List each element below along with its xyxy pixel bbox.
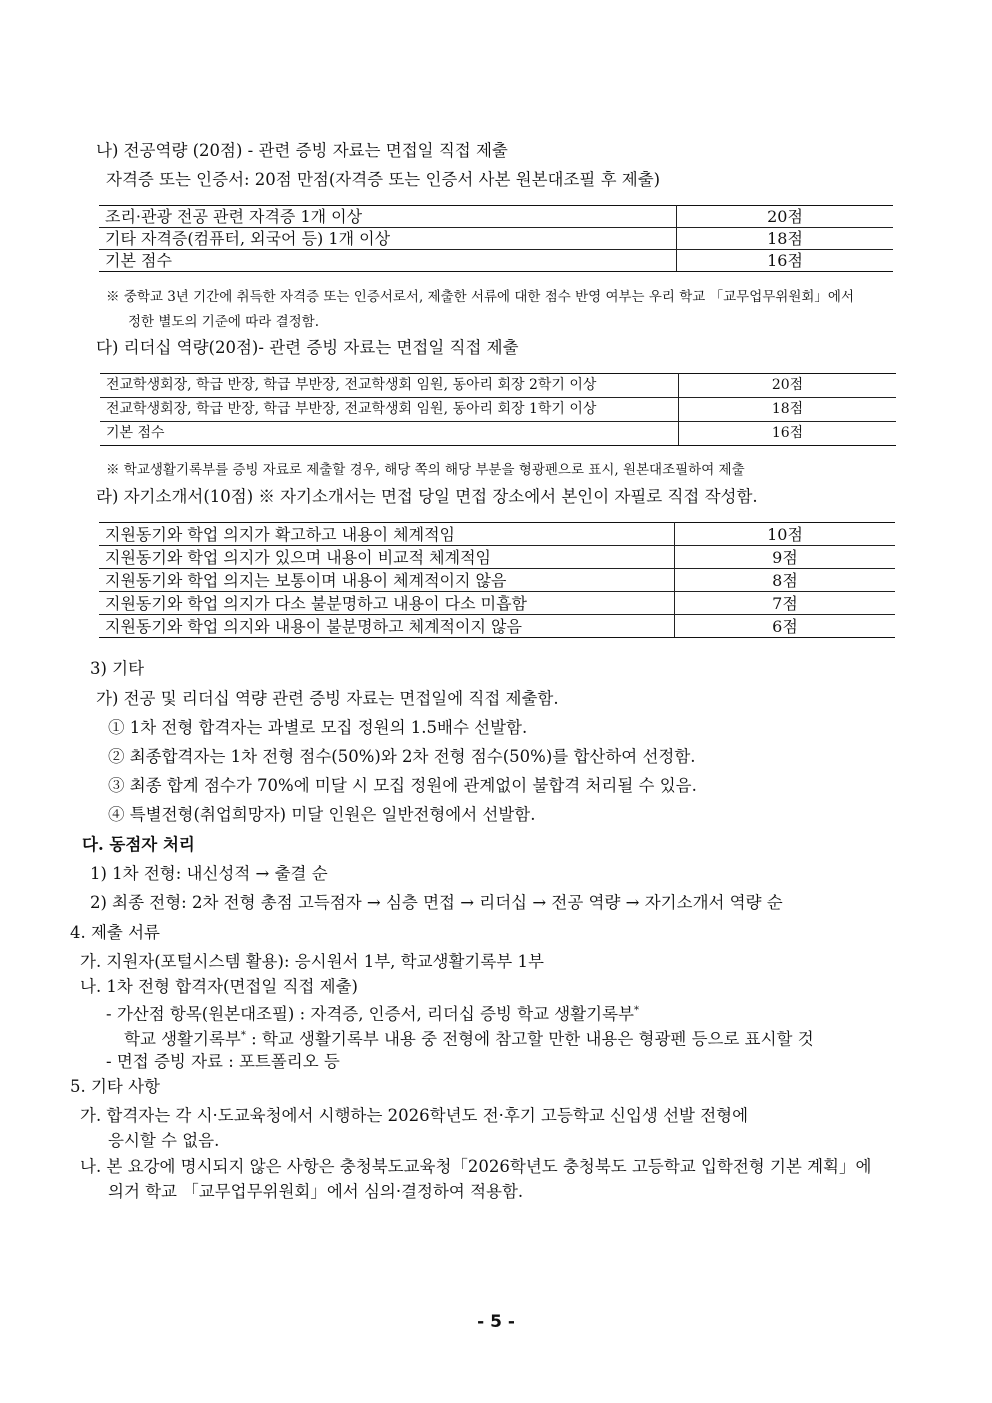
table-cell-score: 20점 — [677, 206, 894, 228]
misc-item-a-line2: 응시할 수 없음. — [108, 1131, 220, 1150]
table-row — [100, 422, 896, 446]
table-row — [99, 523, 895, 546]
table-cell-item: 조리·관광 전공 관련 자격증 1개 이상 — [99, 206, 677, 228]
table-cell-item: 기본 점수 — [99, 250, 677, 272]
table-row — [99, 592, 895, 615]
table-row — [99, 228, 893, 250]
table-row — [100, 374, 896, 398]
table-cell-score: 16점 — [677, 250, 894, 272]
table-cell-score: 8점 — [675, 569, 896, 592]
table-cell-score: 6점 — [675, 615, 896, 638]
table-cell-score: 10점 — [675, 523, 896, 546]
table-row — [99, 250, 893, 272]
leadership-footnote: ※ 학교생활기록부를 증빙 자료로 제출할 경우, 해당 쪽의 해당 부분을 형광펜으로 표시, 원본대조필하여 제출 — [106, 462, 745, 478]
table-cell-score: 16점 — [679, 422, 897, 446]
tie-rule-2: 2) 최종 전형: 2차 전형 총점 고득점자 → 심층 면접 → 리더십 → 전공 역량 → 자기소개서 역량 순 — [90, 893, 783, 912]
footnote-star: * — [634, 1005, 639, 1016]
leadership-score-table — [100, 373, 896, 446]
docs-item-b1-text: - 가산점 항목(원본대조필) : 자격증, 인증서, 리더십 증빙 학교 생활기록부 — [106, 1004, 634, 1024]
essay-score-table — [99, 522, 895, 638]
docs-item-b2-label: 학교 생활기록부 — [124, 1029, 241, 1049]
others-list-item: ④ 특별전형(취업희망자) 미달 인원은 일반전형에서 선발함. — [108, 805, 536, 824]
table-cell-item: 지원동기와 학업 의지가 확고하고 내용이 체계적임 — [99, 523, 675, 546]
misc-item-b-line1: 나. 본 요강에 명시되지 않은 사항은 충청북도교육청「2026학년도 충청북도 고등학교 입학전형 기본 계획」에 — [80, 1157, 872, 1176]
table-cell-item: 기본 점수 — [100, 422, 679, 446]
tie-rule-1: 1) 1차 전형: 내신성적 → 출결 순 — [90, 864, 328, 883]
footnote-star: * — [240, 1030, 246, 1041]
table-cell-score: 7점 — [675, 592, 896, 615]
others-heading: 3) 기타 — [90, 659, 145, 678]
table-cell-item: 기타 자격증(컴퓨터, 외국어 등) 1개 이상 — [99, 228, 677, 250]
others-list-item: ③ 최종 합계 점수가 70%에 미달 시 모집 정원에 관계없이 불합격 처리될 수 있음. — [108, 776, 697, 795]
table-row — [99, 546, 895, 569]
certificate-note: 자격증 또는 인증서: 20점 만점(자격증 또는 인증서 사본 원본대조필 후 제출) — [106, 170, 661, 189]
table-cell-item: 지원동기와 학업 의지가 다소 불분명하고 내용이 다소 미흡함 — [99, 592, 675, 615]
docs-item-b: 나. 1차 전형 합격자(면접일 직접 제출) — [80, 977, 358, 996]
section-heading-major: 나) 전공역량 (20점) - 관련 증빙 자료는 면접일 직접 제출 — [96, 141, 508, 160]
table-cell-item: 지원동기와 학업 의지와 내용이 불분명하고 체계적이지 않음 — [99, 615, 675, 638]
misc-item-a-line1: 가. 합격자는 각 시·도교육청에서 시행하는 2026학년도 전·후기 고등학교 신입생 선발 전형에 — [80, 1106, 749, 1125]
table-cell-item: 전교학생회장, 학급 반장, 학급 부반장, 전교학생회 임원, 동아리 회장 2학기 이상 — [100, 374, 679, 398]
table-row — [99, 206, 893, 228]
table-cell-item: 지원동기와 학업 의지가 있으며 내용이 비교적 체계적임 — [99, 546, 675, 569]
page-number: - 5 - — [477, 1312, 515, 1332]
table-cell-score: 9점 — [675, 546, 896, 569]
docs-item-b2-text: : 학교 생활기록부 내용 중 전형에 참고할 만한 내용은 형광펜 등으로 표시할 것 — [245, 1029, 814, 1049]
docs-item-a: 가. 지원자(포털시스템 활용): 응시원서 1부, 학교생활기록부 1부 — [80, 952, 544, 971]
table-row — [99, 569, 895, 592]
table-row — [99, 615, 895, 638]
table-cell-score: 18점 — [679, 398, 897, 422]
table-row — [100, 398, 896, 422]
major-footnote-1: ※ 중학교 3년 기간에 취득한 자격증 또는 인증서로서, 제출한 서류에 대한 점수 반영 여부는 우리 학교 「교무업무위원회」에서 — [106, 289, 855, 305]
table-cell-item: 지원동기와 학업 의지는 보통이며 내용이 체계적이지 않음 — [99, 569, 675, 592]
table-cell-score: 18점 — [677, 228, 894, 250]
docs-item-b2 — [124, 1025, 814, 1051]
section-heading-leadership: 다) 리더십 역량(20점)- 관련 증빙 자료는 면접일 직접 제출 — [96, 338, 519, 357]
others-list-item: ① 1차 전형 합격자는 과별로 모집 정원의 1.5배수 선발함. — [108, 718, 528, 737]
docs-heading: 4. 제출 서류 — [70, 923, 160, 942]
docs-item-b1 — [106, 1000, 639, 1026]
major-score-table — [99, 205, 893, 272]
others-list-item: ② 최종합격자는 1차 전형 점수(50%)와 2차 전형 점수(50%)를 합산하여 선정함. — [108, 747, 696, 766]
table-cell-score: 20점 — [679, 374, 897, 398]
others-item-a: 가) 전공 및 리더십 역량 관련 증빙 자료는 면접일에 직접 제출함. — [96, 689, 559, 708]
misc-heading: 5. 기타 사항 — [70, 1077, 160, 1096]
misc-item-b-line2: 의거 학교 「교무업무위원회」에서 심의·결정하여 적용함. — [108, 1182, 524, 1201]
major-footnote-2: 정한 별도의 기준에 따라 결정함. — [128, 314, 319, 330]
table-cell-item: 전교학생회장, 학급 반장, 학급 부반장, 전교학생회 임원, 동아리 회장 1학기 이상 — [100, 398, 679, 422]
tie-heading: 다. 동점자 처리 — [82, 835, 195, 854]
docs-item-b3: - 면접 증빙 자료 : 포트폴리오 등 — [106, 1052, 340, 1071]
section-heading-essay: 라) 자기소개서(10점) ※ 자기소개서는 면접 당일 면접 장소에서 본인이 자필로 직접 작성함. — [96, 487, 758, 506]
